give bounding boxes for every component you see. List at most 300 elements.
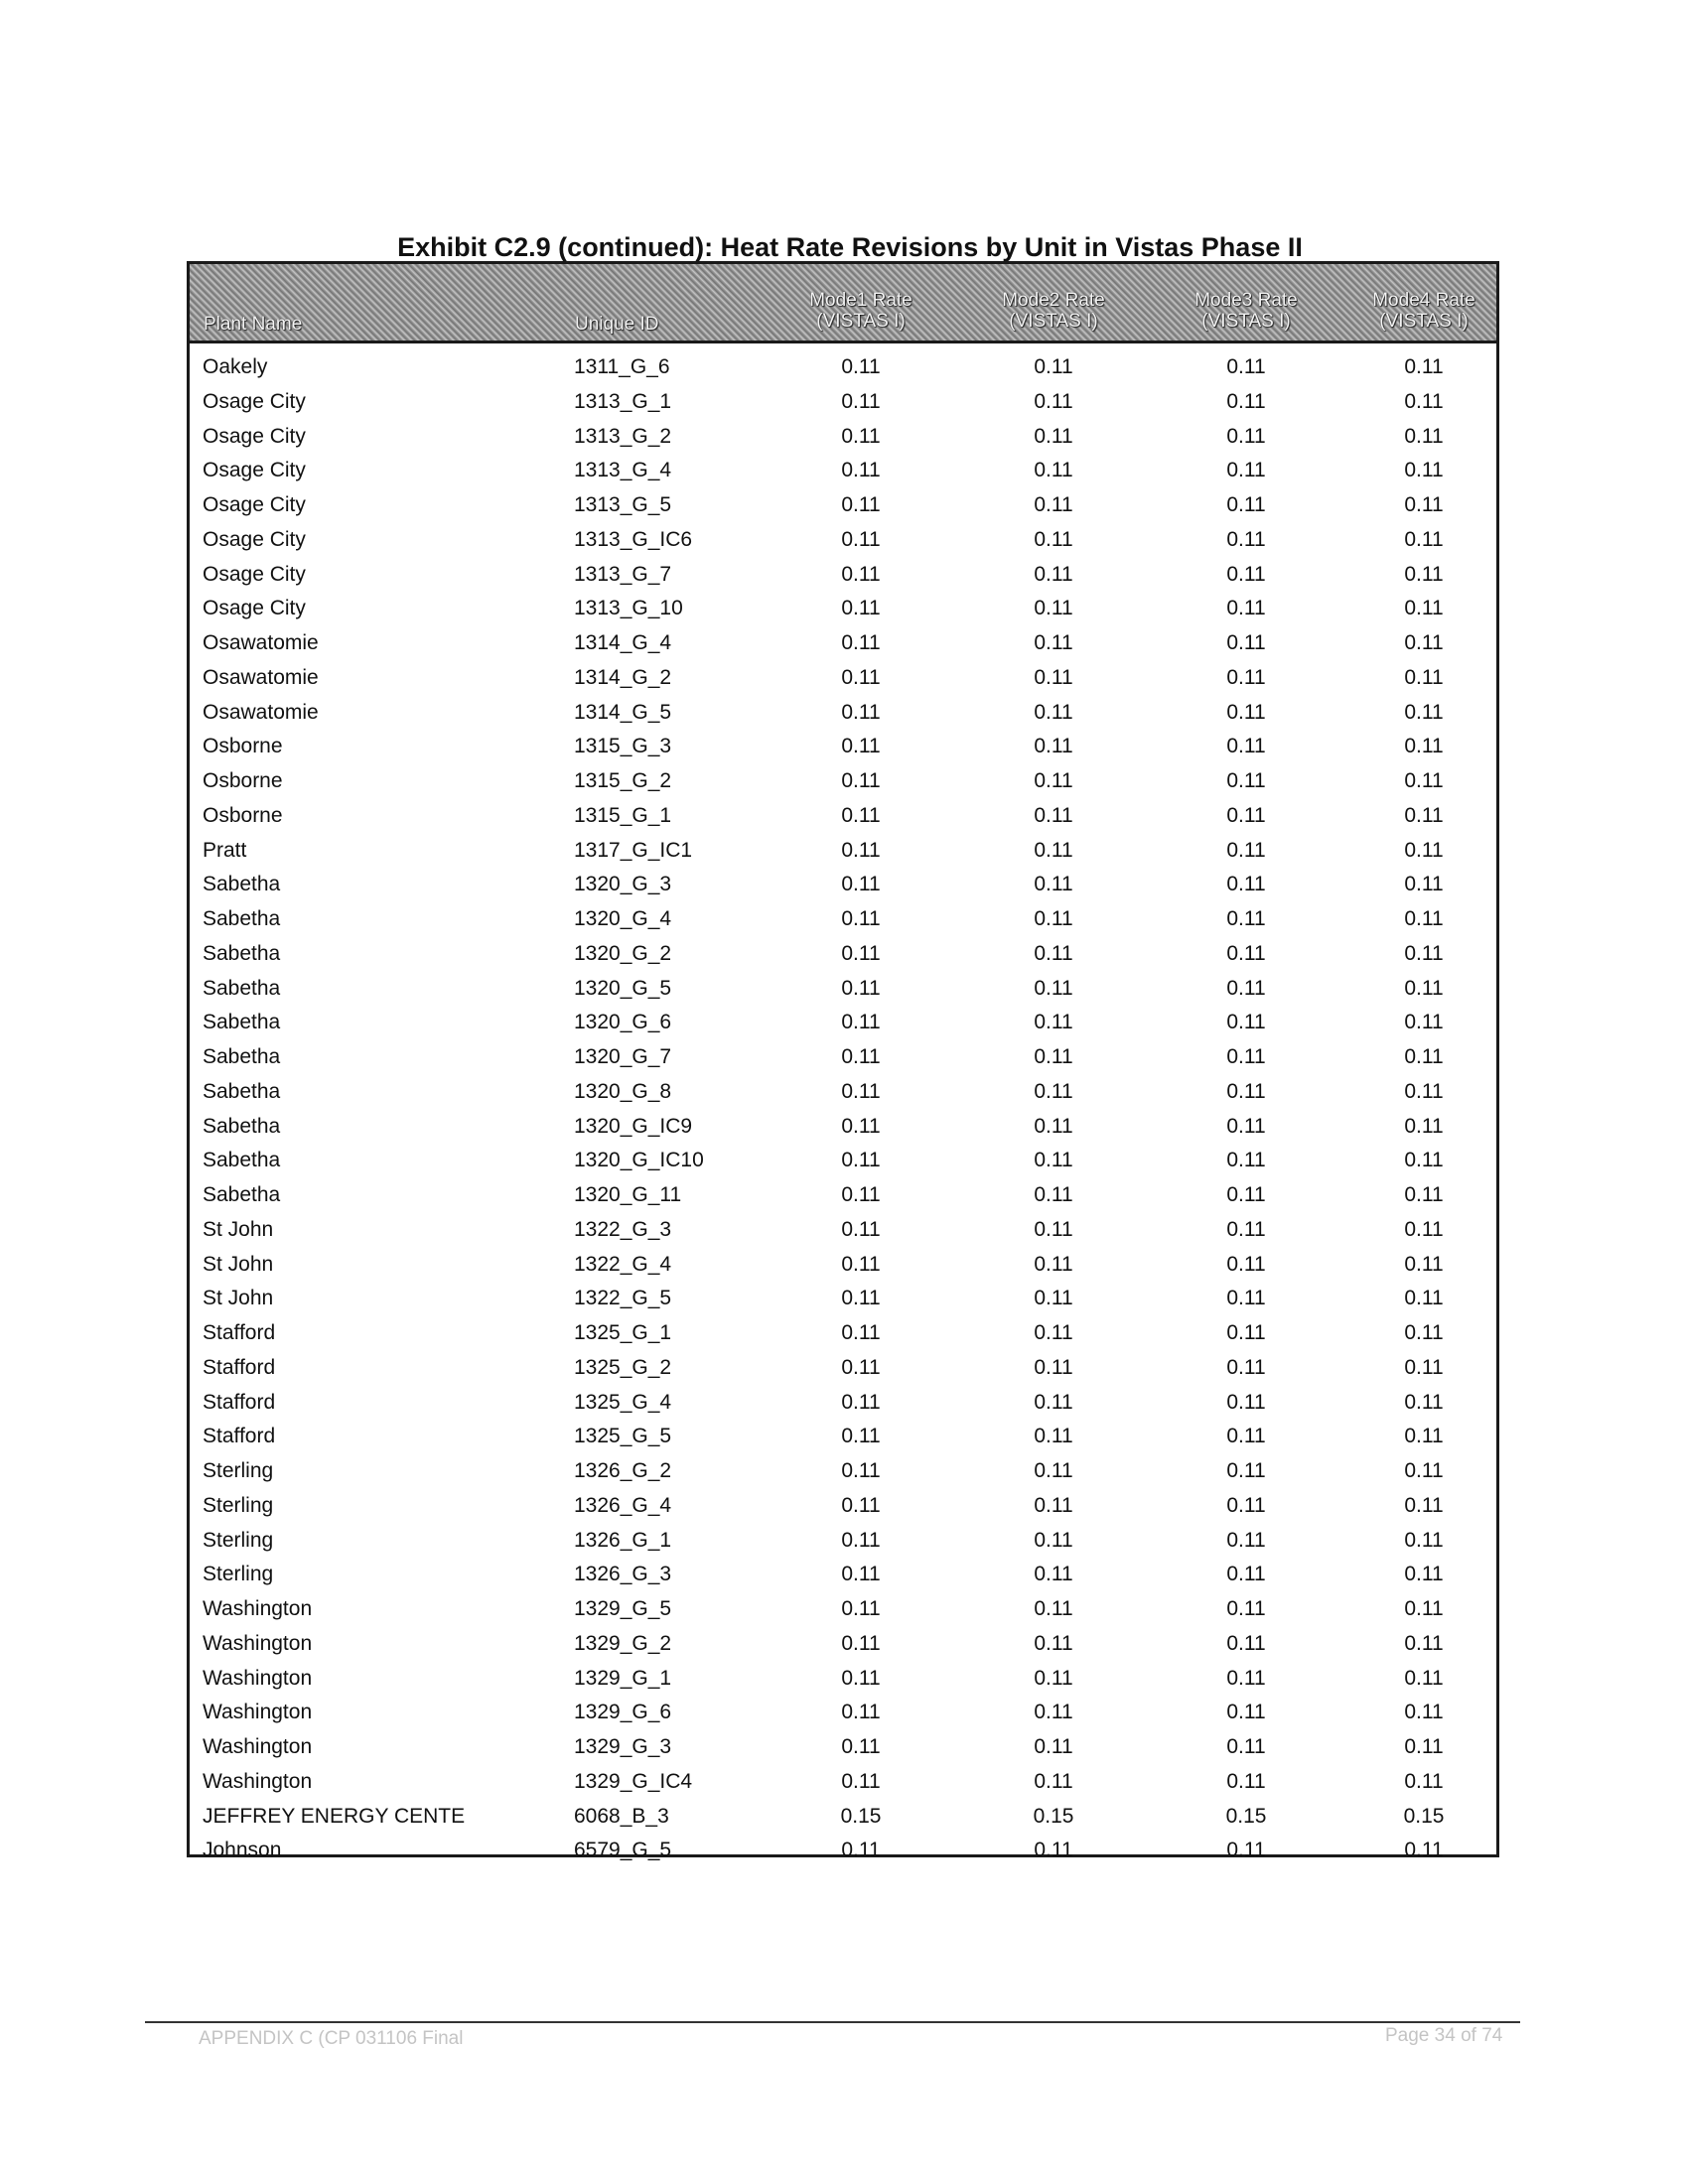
unique-id-cell: 1320_G_7 [574, 1045, 672, 1068]
table-row [190, 1421, 1496, 1455]
mode4-rate-cell: 0.11 [1404, 1183, 1444, 1206]
mode3-rate-cell: 0.11 [1226, 1217, 1266, 1241]
mode2-rate-cell: 0.11 [1034, 1563, 1073, 1586]
table-row [190, 765, 1496, 800]
mode4-rate-cell: 0.11 [1404, 1252, 1444, 1276]
mode2-rate-cell: 0.11 [1034, 907, 1073, 930]
mode2-rate-cell: 0.11 [1034, 493, 1073, 516]
mode3-rate-cell: 0.11 [1226, 355, 1266, 378]
unique-id-cell: 1322_G_5 [574, 1287, 672, 1310]
plant-name-cell: St John [203, 1287, 274, 1310]
mode2-rate-cell: 0.11 [1034, 1839, 1073, 1862]
header-mode2 [974, 290, 1133, 332]
mode1-rate-cell: 0.11 [841, 873, 881, 896]
mode4-rate-cell: 0.11 [1404, 1425, 1444, 1448]
mode1-rate-cell: 0.11 [841, 1149, 881, 1172]
unique-id-cell: 1320_G_11 [574, 1183, 682, 1206]
table-row [190, 1179, 1496, 1214]
unique-id-cell: 1320_G_2 [574, 941, 672, 965]
mode3-rate-cell: 0.11 [1226, 1252, 1266, 1276]
mode4-rate-cell: 0.11 [1404, 735, 1444, 758]
mode4-rate-cell: 0.11 [1404, 976, 1444, 1000]
mode3-rate-cell: 0.11 [1226, 941, 1266, 965]
mode1-rate-cell: 0.11 [841, 1666, 881, 1690]
unique-id-cell: 1313_G_7 [574, 562, 672, 586]
table-row [190, 731, 1496, 765]
mode3-rate-cell: 0.11 [1226, 1287, 1266, 1310]
mode1-rate-cell: 0.11 [841, 1735, 881, 1758]
plant-name-cell: Stafford [203, 1355, 276, 1379]
mode1-rate-cell: 0.11 [841, 1701, 881, 1724]
mode4-rate-cell: 0.11 [1404, 631, 1444, 654]
mode4-rate-cell: 0.11 [1404, 459, 1444, 482]
mode4-rate-cell: 0.11 [1404, 424, 1444, 448]
mode3-rate-cell: 0.11 [1226, 735, 1266, 758]
mode4-rate-cell: 0.11 [1404, 1355, 1444, 1379]
mode4-rate-cell: 0.11 [1404, 1390, 1444, 1414]
plant-name-cell: Osage City [203, 424, 306, 448]
mode2-rate-cell: 0.11 [1034, 1114, 1073, 1138]
table-row [190, 1766, 1496, 1801]
mode4-rate-cell: 0.11 [1404, 1769, 1444, 1793]
mode2-rate-cell: 0.11 [1034, 597, 1073, 620]
mode3-rate-cell: 0.11 [1226, 1011, 1266, 1034]
unique-id-cell: 6068_B_3 [574, 1804, 669, 1828]
mode3-rate-cell: 0.11 [1226, 424, 1266, 448]
mode4-rate-cell: 0.11 [1404, 355, 1444, 378]
plant-name-cell: Washington [203, 1597, 313, 1620]
unique-id-cell: 1322_G_3 [574, 1217, 672, 1241]
mode4-rate-cell: 0.11 [1404, 1149, 1444, 1172]
table-row [190, 903, 1496, 938]
mode3-rate-cell: 0.11 [1226, 1321, 1266, 1344]
footer-document-label: APPENDIX C (CP 031106 Final [199, 2028, 464, 2049]
table-row [190, 627, 1496, 662]
mode2-rate-cell: 0.11 [1034, 1252, 1073, 1276]
table-row [190, 800, 1496, 835]
mode2-rate-cell: 0.11 [1034, 1493, 1073, 1517]
mode3-rate-cell: 0.11 [1226, 597, 1266, 620]
plant-name-cell: Osawatomie [203, 631, 319, 654]
table-row [190, 559, 1496, 594]
mode2-rate-cell: 0.11 [1034, 1149, 1073, 1172]
plant-name-cell: Sabetha [203, 1183, 281, 1206]
mode1-rate-cell: 0.11 [841, 1079, 881, 1103]
mode3-rate-cell: 0.11 [1226, 1735, 1266, 1758]
table-row [190, 1076, 1496, 1111]
unique-id-cell: 1320_G_3 [574, 873, 672, 896]
unique-id-cell: 1311_G_6 [574, 355, 670, 378]
table-row [190, 662, 1496, 697]
mode1-rate-cell: 0.11 [841, 1355, 881, 1379]
unique-id-cell: 1313_G_10 [574, 597, 683, 620]
mode1-rate-cell: 0.11 [841, 1769, 881, 1793]
table-row [190, 1041, 1496, 1076]
mode3-rate-cell: 0.11 [1226, 1666, 1266, 1690]
mode3-rate-cell: 0.11 [1226, 562, 1266, 586]
plant-name-cell: Oakely [203, 355, 268, 378]
unique-id-cell: 1325_G_4 [574, 1390, 672, 1414]
plant-name-cell: Sterling [203, 1493, 274, 1517]
plant-name-cell: Osage City [203, 597, 306, 620]
mode1-rate-cell: 0.11 [841, 527, 881, 551]
unique-id-cell: 1320_G_8 [574, 1079, 672, 1103]
mode1-rate-cell: 0.11 [841, 735, 881, 758]
mode4-rate-cell: 0.11 [1404, 1563, 1444, 1586]
heat-rate-table [187, 261, 1499, 1862]
mode2-rate-cell: 0.11 [1034, 838, 1073, 862]
header-mode4 [1344, 290, 1503, 332]
mode2-rate-cell: 0.11 [1034, 1390, 1073, 1414]
unique-id-cell: 1315_G_3 [574, 735, 672, 758]
table-row [190, 697, 1496, 732]
unique-id-cell: 1329_G_2 [574, 1631, 672, 1655]
unique-id-cell: 1313_G_1 [574, 389, 672, 413]
mode1-rate-cell: 0.11 [841, 1011, 881, 1034]
unique-id-cell: 1320_G_5 [574, 976, 672, 1000]
mode2-rate-cell: 0.11 [1034, 424, 1073, 448]
mode4-rate-cell: 0.11 [1404, 1079, 1444, 1103]
mode1-rate-cell: 0.11 [841, 562, 881, 586]
mode4-rate-cell: 0.11 [1404, 873, 1444, 896]
unique-id-cell: 1313_G_5 [574, 493, 672, 516]
plant-name-cell: Sabetha [203, 976, 281, 1000]
mode4-rate-cell: 0.11 [1404, 1493, 1444, 1517]
mode1-rate-cell: 0.11 [841, 1321, 881, 1344]
mode4-rate-cell: 0.15 [1403, 1804, 1445, 1828]
mode1-rate-cell: 0.11 [841, 1183, 881, 1206]
mode4-rate-cell: 0.11 [1404, 1045, 1444, 1068]
mode2-rate-cell: 0.11 [1034, 769, 1073, 792]
mode2-rate-cell: 0.15 [1033, 1804, 1074, 1828]
table-row [190, 455, 1496, 489]
plant-name-cell: Washington [203, 1631, 313, 1655]
mode1-rate-cell: 0.11 [841, 700, 881, 724]
unique-id-cell: 1325_G_1 [574, 1321, 672, 1344]
mode2-rate-cell: 0.11 [1034, 873, 1073, 896]
header-mode3 [1167, 290, 1326, 332]
mode3-rate-cell: 0.11 [1226, 1597, 1266, 1620]
unique-id-cell: 1320_G_4 [574, 907, 672, 930]
mode2-rate-cell: 0.11 [1034, 1425, 1073, 1448]
mode2-rate-cell: 0.11 [1034, 1597, 1073, 1620]
table-header [190, 264, 1496, 343]
table-row [190, 1455, 1496, 1490]
plant-name-cell: Sterling [203, 1528, 274, 1552]
mode2-rate-cell: 0.11 [1034, 735, 1073, 758]
mode1-rate-cell: 0.11 [841, 459, 881, 482]
mode2-rate-cell: 0.11 [1034, 700, 1073, 724]
plant-name-cell: Sabetha [203, 873, 281, 896]
mode1-rate-cell: 0.11 [841, 665, 881, 689]
mode4-rate-cell: 0.11 [1404, 1839, 1444, 1862]
mode2-rate-cell: 0.11 [1034, 1183, 1073, 1206]
table-row [190, 1628, 1496, 1663]
unique-id-cell: 1313_G_IC6 [574, 527, 693, 551]
header-mode4-line1: Mode4 Rate [1372, 290, 1475, 311]
mode3-rate-cell: 0.11 [1226, 803, 1266, 827]
mode1-rate-cell: 0.11 [841, 1459, 881, 1482]
page-title: Exhibit C2.9 (continued): Heat Rate Revisions by Unit in Vistas Phase II [397, 232, 1303, 262]
mode4-rate-cell: 0.11 [1404, 1701, 1444, 1724]
mode3-rate-cell: 0.11 [1226, 1390, 1266, 1414]
mode1-rate-cell: 0.11 [841, 838, 881, 862]
mode1-rate-cell: 0.11 [841, 1287, 881, 1310]
unique-id-cell: 1314_G_2 [574, 665, 672, 689]
table-row [190, 1490, 1496, 1525]
mode4-rate-cell: 0.11 [1404, 700, 1444, 724]
mode3-rate-cell: 0.11 [1226, 493, 1266, 516]
plant-name-cell: Osborne [203, 769, 283, 792]
mode1-rate-cell: 0.11 [841, 1114, 881, 1138]
mode3-rate-cell: 0.11 [1226, 459, 1266, 482]
mode2-rate-cell: 0.11 [1034, 527, 1073, 551]
mode2-rate-cell: 0.11 [1034, 976, 1073, 1000]
mode4-rate-cell: 0.11 [1404, 1631, 1444, 1655]
mode1-rate-cell: 0.11 [841, 1045, 881, 1068]
plant-name-cell: Sabetha [203, 1079, 281, 1103]
mode2-rate-cell: 0.11 [1034, 562, 1073, 586]
unique-id-cell: 1322_G_4 [574, 1252, 672, 1276]
mode2-rate-cell: 0.11 [1034, 1045, 1073, 1068]
table-row [190, 1697, 1496, 1731]
header-mode4-line2: (VISTAS I) [1379, 311, 1469, 332]
plant-name-cell: Sabetha [203, 907, 281, 930]
table-row [190, 351, 1496, 386]
table-row [190, 1007, 1496, 1041]
plant-name-cell: St John [203, 1217, 274, 1241]
mode3-rate-cell: 0.11 [1226, 873, 1266, 896]
header-mode1 [781, 290, 940, 332]
plant-name-cell: Johnson [203, 1839, 282, 1862]
mode3-rate-cell: 0.11 [1226, 1631, 1266, 1655]
header-mode1-line2: (VISTAS I) [816, 311, 906, 332]
plant-name-cell: Osawatomie [203, 700, 319, 724]
mode3-rate-cell: 0.11 [1226, 1701, 1266, 1724]
mode3-rate-cell: 0.11 [1226, 1839, 1266, 1862]
table-row [190, 938, 1496, 973]
mode4-rate-cell: 0.11 [1404, 1597, 1444, 1620]
mode2-rate-cell: 0.11 [1034, 803, 1073, 827]
header-mode3-line1: Mode3 Rate [1194, 290, 1298, 311]
mode2-rate-cell: 0.11 [1034, 665, 1073, 689]
unique-id-cell: 1325_G_2 [574, 1355, 672, 1379]
mode1-rate-cell: 0.11 [841, 1839, 881, 1862]
mode2-rate-cell: 0.11 [1034, 459, 1073, 482]
mode4-rate-cell: 0.11 [1404, 769, 1444, 792]
mode4-rate-cell: 0.11 [1404, 838, 1444, 862]
header-mode2-line2: (VISTAS I) [1009, 311, 1098, 332]
mode2-rate-cell: 0.11 [1034, 1631, 1073, 1655]
plant-name-cell: Sabetha [203, 941, 281, 965]
mode3-rate-cell: 0.11 [1226, 1459, 1266, 1482]
mode1-rate-cell: 0.11 [841, 389, 881, 413]
table-row [190, 489, 1496, 524]
mode4-rate-cell: 0.11 [1404, 493, 1444, 516]
mode1-rate-cell: 0.11 [841, 1390, 881, 1414]
unique-id-cell: 1314_G_5 [574, 700, 672, 724]
mode1-rate-cell: 0.11 [841, 1493, 881, 1517]
unique-id-cell: 1326_G_1 [574, 1528, 672, 1552]
plant-name-cell: Osage City [203, 527, 306, 551]
unique-id-cell: 1314_G_4 [574, 631, 672, 654]
mode3-rate-cell: 0.11 [1226, 1079, 1266, 1103]
table-row [190, 386, 1496, 421]
mode1-rate-cell: 0.11 [841, 1563, 881, 1586]
plant-name-cell: Osborne [203, 735, 283, 758]
plant-name-cell: Sabetha [203, 1011, 281, 1034]
mode4-rate-cell: 0.11 [1404, 1217, 1444, 1241]
mode3-rate-cell: 0.11 [1226, 631, 1266, 654]
table-row [190, 1559, 1496, 1593]
mode4-rate-cell: 0.11 [1404, 1528, 1444, 1552]
plant-name-cell: Stafford [203, 1321, 276, 1344]
plant-name-cell: Sabetha [203, 1149, 281, 1172]
plant-name-cell: Osage City [203, 459, 306, 482]
mode4-rate-cell: 0.11 [1404, 941, 1444, 965]
unique-id-cell: 1329_G_3 [574, 1735, 672, 1758]
mode2-rate-cell: 0.11 [1034, 1528, 1073, 1552]
header-unique-id: Unique ID [575, 314, 659, 335]
mode1-rate-cell: 0.11 [841, 1217, 881, 1241]
plant-name-cell: Sterling [203, 1563, 274, 1586]
mode1-rate-cell: 0.11 [841, 941, 881, 965]
mode2-rate-cell: 0.11 [1034, 1666, 1073, 1690]
table-row [190, 1593, 1496, 1628]
unique-id-cell: 1320_G_IC10 [574, 1149, 704, 1172]
mode3-rate-cell: 0.11 [1226, 1528, 1266, 1552]
plant-name-cell: Osawatomie [203, 665, 319, 689]
unique-id-cell: 1320_G_IC9 [574, 1114, 693, 1138]
mode1-rate-cell: 0.11 [841, 493, 881, 516]
table-row [190, 1145, 1496, 1179]
unique-id-cell: 1329_G_5 [574, 1597, 672, 1620]
table-row [190, 1525, 1496, 1560]
table-row [190, 1801, 1496, 1836]
mode4-rate-cell: 0.11 [1404, 1666, 1444, 1690]
plant-name-cell: Sabetha [203, 1045, 281, 1068]
mode3-rate-cell: 0.11 [1226, 1563, 1266, 1586]
unique-id-cell: 1329_G_IC4 [574, 1769, 693, 1793]
table-row [190, 869, 1496, 903]
header-plant-name: Plant Name [204, 314, 303, 335]
mode2-rate-cell: 0.11 [1034, 1217, 1073, 1241]
mode2-rate-cell: 0.11 [1034, 1287, 1073, 1310]
mode2-rate-cell: 0.11 [1034, 1735, 1073, 1758]
mode3-rate-cell: 0.11 [1226, 1493, 1266, 1517]
mode3-rate-cell: 0.11 [1226, 700, 1266, 724]
mode1-rate-cell: 0.11 [841, 1631, 881, 1655]
table-row [190, 1387, 1496, 1422]
mode3-rate-cell: 0.11 [1226, 1769, 1266, 1793]
plant-name-cell: Osborne [203, 803, 283, 827]
mode4-rate-cell: 0.11 [1404, 1114, 1444, 1138]
mode2-rate-cell: 0.11 [1034, 1011, 1073, 1034]
header-mode2-line1: Mode2 Rate [1002, 290, 1105, 311]
mode2-rate-cell: 0.11 [1034, 1355, 1073, 1379]
plant-name-cell: JEFFREY ENERGY CENTE [203, 1804, 466, 1828]
mode2-rate-cell: 0.11 [1034, 1769, 1073, 1793]
plant-name-cell: Pratt [203, 838, 247, 862]
mode2-rate-cell: 0.11 [1034, 389, 1073, 413]
unique-id-cell: 1313_G_4 [574, 459, 672, 482]
unique-id-cell: 1313_G_2 [574, 424, 672, 448]
mode3-rate-cell: 0.11 [1226, 1183, 1266, 1206]
table-body [190, 351, 1496, 1869]
mode4-rate-cell: 0.11 [1404, 907, 1444, 930]
mode2-rate-cell: 0.11 [1034, 1321, 1073, 1344]
plant-name-cell: Washington [203, 1666, 313, 1690]
mode3-rate-cell: 0.11 [1226, 389, 1266, 413]
plant-name-cell: Stafford [203, 1390, 276, 1414]
mode2-rate-cell: 0.11 [1034, 355, 1073, 378]
mode2-rate-cell: 0.11 [1034, 1079, 1073, 1103]
mode1-rate-cell: 0.11 [841, 1425, 881, 1448]
plant-name-cell: Washington [203, 1735, 313, 1758]
mode3-rate-cell: 0.15 [1225, 1804, 1267, 1828]
table-row [190, 593, 1496, 627]
mode4-rate-cell: 0.11 [1404, 389, 1444, 413]
plant-name-cell: Washington [203, 1701, 313, 1724]
mode4-rate-cell: 0.11 [1404, 1459, 1444, 1482]
mode1-rate-cell: 0.11 [841, 1252, 881, 1276]
mode4-rate-cell: 0.11 [1404, 1735, 1444, 1758]
footer-rule [145, 2021, 1520, 2023]
mode3-rate-cell: 0.11 [1226, 1425, 1266, 1448]
mode3-rate-cell: 0.11 [1226, 1045, 1266, 1068]
header-mode3-line2: (VISTAS I) [1201, 311, 1291, 332]
mode3-rate-cell: 0.11 [1226, 1355, 1266, 1379]
mode4-rate-cell: 0.11 [1404, 1011, 1444, 1034]
table-row [190, 1283, 1496, 1317]
table-row [190, 421, 1496, 456]
unique-id-cell: 1326_G_4 [574, 1493, 672, 1517]
mode2-rate-cell: 0.11 [1034, 1459, 1073, 1482]
mode3-rate-cell: 0.11 [1226, 976, 1266, 1000]
mode4-rate-cell: 0.11 [1404, 803, 1444, 827]
table-row [190, 973, 1496, 1008]
mode4-rate-cell: 0.11 [1404, 527, 1444, 551]
unique-id-cell: 1315_G_1 [574, 803, 672, 827]
mode4-rate-cell: 0.11 [1404, 1321, 1444, 1344]
plant-name-cell: Stafford [203, 1425, 276, 1448]
table-row [190, 1111, 1496, 1146]
plant-name-cell: St John [203, 1252, 274, 1276]
unique-id-cell: 1315_G_2 [574, 769, 672, 792]
mode1-rate-cell: 0.11 [841, 976, 881, 1000]
mode2-rate-cell: 0.11 [1034, 631, 1073, 654]
mode1-rate-cell: 0.15 [840, 1804, 882, 1828]
mode3-rate-cell: 0.11 [1226, 665, 1266, 689]
header-mode1-line1: Mode1 Rate [809, 290, 912, 311]
table-row [190, 1663, 1496, 1698]
mode4-rate-cell: 0.11 [1404, 562, 1444, 586]
footer-page-number: Page 34 of 74 [1385, 2025, 1503, 2046]
table-row [190, 1731, 1496, 1766]
mode3-rate-cell: 0.11 [1226, 907, 1266, 930]
mode2-rate-cell: 0.11 [1034, 1701, 1073, 1724]
mode1-rate-cell: 0.11 [841, 597, 881, 620]
mode2-rate-cell: 0.11 [1034, 941, 1073, 965]
mode1-rate-cell: 0.11 [841, 424, 881, 448]
plant-name-cell: Osage City [203, 389, 306, 413]
plant-name-cell: Osage City [203, 493, 306, 516]
mode1-rate-cell: 0.11 [841, 631, 881, 654]
table-row [190, 1835, 1496, 1869]
unique-id-cell: 1329_G_1 [574, 1666, 672, 1690]
table-row [190, 1317, 1496, 1352]
plant-name-cell: Sterling [203, 1459, 274, 1482]
